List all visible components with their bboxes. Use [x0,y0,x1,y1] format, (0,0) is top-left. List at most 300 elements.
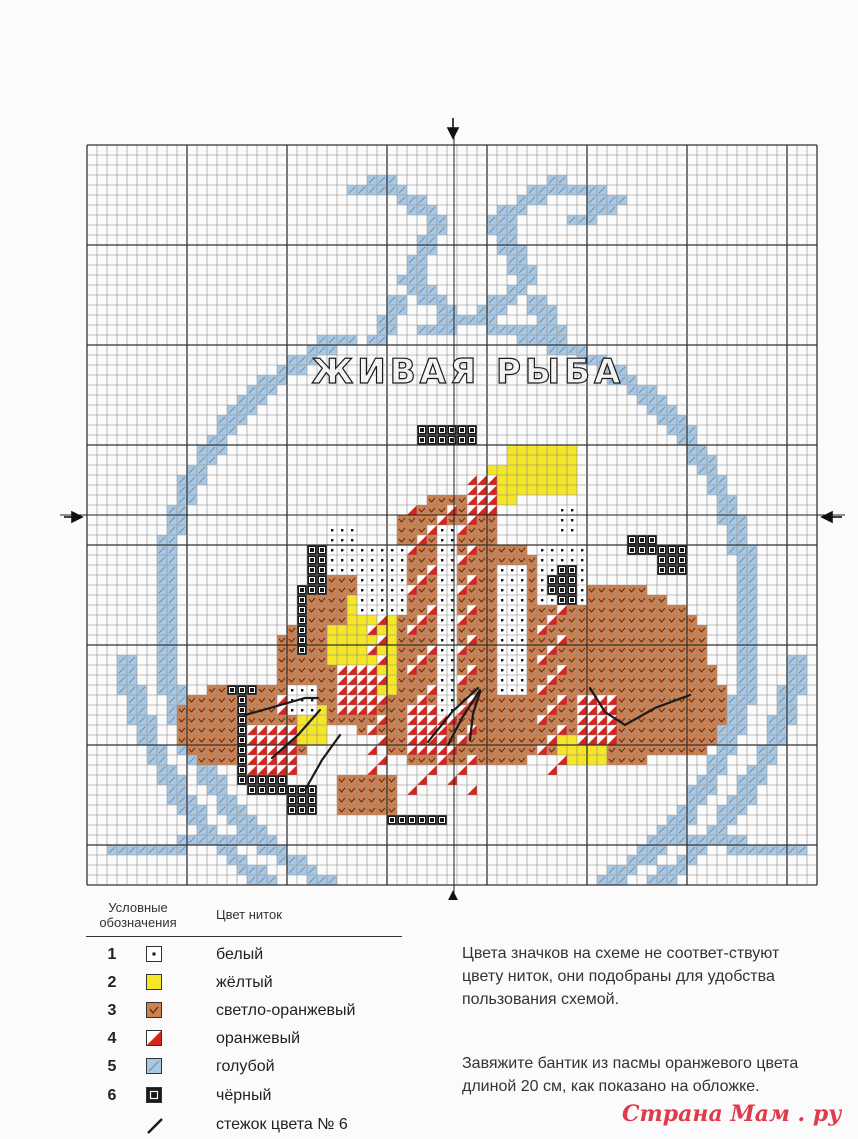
stitch-cell-fill [637,665,647,675]
stitch-cell [547,625,557,635]
stitch-cell [487,695,497,705]
stitch-cell-fill [367,775,377,785]
stitch-cell [507,485,517,495]
stitch-cell [247,405,257,415]
stitch-dot [521,679,523,681]
stitch-dot [351,559,353,561]
stitch-cell [397,635,407,645]
stitch-cell-fill [697,665,707,675]
stitch-cell [697,735,707,745]
stitch-cell [407,525,417,535]
stitch-cell [287,765,297,775]
stitch-cell [287,635,297,645]
stitch-cell [337,675,347,685]
stitch-cell [197,825,207,835]
stitch-cell [357,585,367,595]
stitch-cell [217,415,227,425]
stitch-cell [657,835,667,845]
stitch-cell-fill [647,645,657,655]
stitch-cell [167,685,177,695]
stitch-cell [567,455,577,465]
stitch-cell-fill [547,685,557,695]
stitch-cell [417,615,427,625]
stitch-cell-fill [417,605,427,615]
stitch-cell-fill [557,705,567,715]
stitch-cell-fill [387,715,397,725]
stitch-cell [427,595,437,605]
stitch-cell [647,735,657,745]
stitch-cell-fill [657,645,667,655]
stitch-dot [541,579,543,581]
stitch-cell [347,555,357,565]
stitch-dot [331,569,333,571]
stitch-cell [197,715,207,725]
stitch-cell [227,685,237,695]
stitch-cell [377,335,387,345]
stitch-cell [387,775,397,785]
stitch-cell [737,635,747,645]
stitch-cell [697,745,707,755]
stitch-dot [441,569,443,571]
stitch-cell [527,655,537,665]
stitch-cell [307,595,317,605]
stitch-cell-fill [387,785,397,795]
stitch-cell [717,475,727,485]
stitch-cell [577,685,587,695]
stitch-cell [487,585,497,595]
stitch-dot [391,579,393,581]
stitch-dot [511,659,513,661]
stitch-cell [447,685,457,695]
stitch-cell [187,835,197,845]
stitch-cell [437,505,447,515]
stitch-cell [307,805,317,815]
stitch-cell [627,675,637,685]
stitch-cell [647,545,657,555]
stitch-cell [297,595,307,605]
stitch-dot [521,659,523,661]
stitch-dot [501,649,503,651]
stitch-cell [207,775,217,785]
stitch-cell [437,535,447,545]
stitch-cell [127,705,137,715]
stitch-cell [407,655,417,665]
stitch-cell [657,665,667,675]
stitch-dot [361,559,363,561]
stitch-cell [657,625,667,635]
stitch-cell [417,525,427,535]
stitch-cell-fill [307,565,317,575]
square-in-square-icon [146,1087,162,1103]
stitch-cell [557,665,567,675]
stitch-cell [577,695,587,705]
stitch-cell [237,405,247,415]
stitch-cell [517,255,527,265]
stitch-cell [617,865,627,875]
stitch-cell-fill [577,625,587,635]
stitch-cell [527,665,537,675]
stitch-cell [627,545,637,555]
stitch-cell-fill [657,615,667,625]
stitch-cell-fill [477,585,487,595]
stitch-cell [477,725,487,735]
stitch-cell [347,705,357,715]
stitch-cell [457,625,467,635]
stitch-cell [407,515,417,525]
stitch-cell [477,525,487,535]
stitch-cell [217,735,227,745]
stitch-cell-fill [557,615,567,625]
stitch-dot [511,669,513,671]
stitch-cell [287,755,297,765]
stitch-cell-fill [437,435,447,445]
stitch-cell [237,805,247,815]
stitch-cell [477,715,487,725]
stitch-dot [441,619,443,621]
yellow-square-icon [146,974,162,990]
stitch-cell [537,715,547,725]
stitch-cell [587,205,597,215]
stitch-cell [447,435,457,445]
stitch-dot [551,599,553,601]
stitch-cell [387,615,397,625]
stitch-dot [521,579,523,581]
stitch-cell [507,665,517,675]
stitch-cell [387,295,397,305]
stitch-cell [617,685,627,695]
stitch-cell [357,725,367,735]
stitch-cell [477,545,487,555]
stitch-dot [451,569,453,571]
stitch-cell-fill [497,545,507,555]
stitch-cell [567,675,577,685]
stitch-cell [737,685,747,695]
stitch-cell [787,675,797,685]
stitch-cell [727,535,737,545]
stitch-cell-fill [497,715,507,725]
stitch-cell [217,725,227,735]
stitch-cell [617,745,627,755]
stitch-cell [747,625,757,635]
stitch-cell-fill [277,715,287,725]
stitch-cell [177,775,187,785]
stitch-cell [417,755,427,765]
stitch-cell-fill [657,565,667,575]
stitch-cell-fill [327,645,337,655]
stitch-cell [477,315,487,325]
stitch-cell [567,755,577,765]
stitch-cell [587,195,597,205]
stitch-cell-fill [547,625,557,635]
stitch-cell [487,495,497,505]
stitch-cell [497,595,507,605]
stitch-cell [387,735,397,745]
stitch-cell [157,775,167,785]
stitch-cell [737,565,747,575]
stitch-cell [287,805,297,815]
stitch-cell [357,605,367,615]
stitch-cell [557,745,567,755]
stitch-cell [457,675,467,685]
stitch-cell [497,705,507,715]
stitch-cell-fill [427,535,437,545]
stitch-cell-fill [527,635,537,645]
stitch-cell [467,595,477,605]
stitch-cell [407,665,417,675]
stitch-cell [727,695,737,705]
stitch-cell-fill [247,775,257,785]
stitch-cell-fill [577,645,587,655]
stitch-cell [117,685,127,695]
stitch-cell [647,845,657,855]
stitch-cell [557,635,567,645]
stitch-cell [357,715,367,725]
stitch-cell [427,225,437,235]
stitch-cell-fill [547,605,557,615]
stitch-cell [617,725,627,735]
stitch-cell-fill [397,625,407,635]
stitch-cell [577,715,587,725]
stitch-cell [417,695,427,705]
stitch-dot [501,609,503,611]
stitch-dot [451,659,453,661]
stitch-cell [687,625,697,635]
stitch-cell [477,665,487,675]
stitch-cell-fill [697,735,707,745]
stitch-cell-fill [467,595,477,605]
stitch-cell-fill [357,715,367,725]
stitch-cell [167,535,177,545]
stitch-cell-fill [547,445,557,455]
stitch-cell-fill [597,645,607,655]
stitch-cell [587,625,597,635]
stitch-cell [567,565,577,575]
stitch-cell [437,515,447,525]
stitch-cell [757,765,767,775]
stitch-cell-fill [347,585,357,595]
stitch-cell-fill [347,715,357,725]
stitch-cell [407,645,417,655]
stitch-cell [527,705,537,715]
stitch-cell-fill [487,585,497,595]
stitch-cell-fill [677,645,687,655]
stitch-cell-fill [487,625,497,635]
stitch-cell [157,585,167,595]
stitch-cell-fill [657,625,667,635]
stitch-cell-fill [337,575,347,585]
stitch-cell-fill [347,635,357,645]
stitch-cell [547,735,557,745]
stitch-dot [581,559,583,561]
stitch-cell [517,455,527,465]
stitch-cell-fill [417,565,427,575]
stitch-cell [607,645,617,655]
stitch-cell [637,855,647,865]
stitch-cell [717,745,727,755]
stitch-cell [557,485,567,495]
stitch-cell [387,185,397,195]
stitch-cell [357,805,367,815]
stitch-cell-fill [657,595,667,605]
stitch-cell [347,615,357,625]
stitch-dot [561,509,563,511]
stitch-cell-fill [407,555,417,565]
stitch-cell [617,625,627,635]
stitch-cell [637,385,647,395]
stitch-cell [467,485,477,495]
stitch-cell [627,585,637,595]
stitch-dot [511,609,513,611]
stitch-cell [127,715,137,725]
stitch-cell [347,335,357,345]
stitch-dot [441,689,443,691]
stitch-dot [501,689,503,691]
stitch-cell [657,415,667,425]
stitch-cell-fill [527,655,537,665]
stitch-cell [107,845,117,855]
stitch-cell-fill [397,675,407,685]
stitch-cell [507,445,517,455]
stitch-cell [427,565,437,575]
stitch-cell [237,745,247,755]
stitch-cell [187,705,197,715]
stitch-cell [307,865,317,875]
stitch-cell-fill [327,675,337,685]
stitch-cell [497,305,507,315]
stitch-cell [637,615,647,625]
stitch-cell [677,805,687,815]
stitch-cell [487,685,497,695]
stitch-cell-fill [677,615,687,625]
stitch-cell-fill [407,695,417,705]
stitch-cell [497,555,507,565]
stitch-cell [437,425,447,435]
stitch-cell [477,535,487,545]
stitch-cell [327,705,337,715]
stitch-cell [387,555,397,565]
stitch-cell-fill [597,625,607,635]
stitch-cell-fill [337,785,347,795]
stitch-cell-fill [217,725,227,735]
stitch-cell-fill [437,505,447,515]
stitch-cell-fill [707,665,717,675]
stitch-dot [501,619,503,621]
stitch-cell [677,545,687,555]
stitch-cell [357,685,367,695]
stitch-cell [367,715,377,725]
stitch-cell [677,415,687,425]
stitch-cell-fill [227,705,237,715]
stitch-cell-fill [287,625,297,635]
stitch-cell [497,485,507,495]
stitch-cell [527,625,537,635]
stitch-cell [637,695,647,705]
stitch-cell [377,705,387,715]
stitch-cell-fill [667,665,677,675]
stitch-cell [177,695,187,705]
stitch-cell [537,635,547,645]
stitch-cell-fill [237,695,247,705]
stitch-cell [347,665,357,675]
stitch-cell [467,575,477,585]
stitch-cell [507,685,517,695]
stitch-cell [517,465,527,475]
stitch-cell-fill [477,655,487,665]
stitch-cell [177,725,187,735]
stitch-cell-fill [537,695,547,705]
stitch-cell [737,705,747,715]
stitch-cell [367,625,377,635]
stitch-cell [667,825,677,835]
stitch-cell [797,845,807,855]
stitch-dot [441,539,443,541]
stitch-cell-fill [567,715,577,725]
stitch-cell [287,675,297,685]
stitch-cell-fill [667,615,677,625]
stitch-dot [361,579,363,581]
stitch-cell [307,555,317,565]
stitch-cell [377,695,387,705]
stitch-cell [607,655,617,665]
stitch-cell [687,835,697,845]
stitch-dot [451,669,453,671]
stitch-cell [127,655,137,665]
stitch-cell-fill [527,585,537,595]
stitch-cell-fill [607,675,617,685]
stitch-cell-fill [187,725,197,735]
stitch-cell [317,695,327,705]
stitch-cell [657,555,667,565]
stitch-cell [697,625,707,635]
stitch-dot [451,649,453,651]
stitch-cell [457,615,467,625]
stitch-cell-fill [587,645,597,655]
stitch-cell [657,845,667,855]
stitch-cell [267,835,277,845]
stitch-cell-fill [667,745,677,755]
stitch-cell [237,815,247,825]
stitch-cell [167,655,177,665]
stitch-cell [567,745,577,755]
stitch-cell [307,725,317,735]
stitch-cell-fill [417,525,427,535]
stitch-cell [647,615,657,625]
stitch-cell [247,685,257,695]
stitch-cell [407,195,417,205]
stitch-cell [457,635,467,645]
stitch-cell [557,625,567,635]
stitch-cell-fill [627,605,637,615]
stitch-cell-fill [297,805,307,815]
stitch-cell [697,665,707,675]
stitch-dot [541,569,543,571]
stitch-cell [497,495,507,505]
stitch-cell-fill [397,655,407,665]
stitch-cell [587,585,597,595]
stitch-cell [317,545,327,555]
stitch-cell [367,675,377,685]
stitch-cell [407,745,417,755]
stitch-cell [317,635,327,645]
stitch-cell-fill [457,495,467,505]
stitch-cell [117,845,127,855]
stitch-cell-fill [277,685,287,695]
legend-item [100,944,430,968]
stitch-cell-fill [647,685,657,695]
stitch-cell-fill [547,745,557,755]
stitch-cell-fill [347,575,357,585]
stitch-cell [767,725,777,735]
